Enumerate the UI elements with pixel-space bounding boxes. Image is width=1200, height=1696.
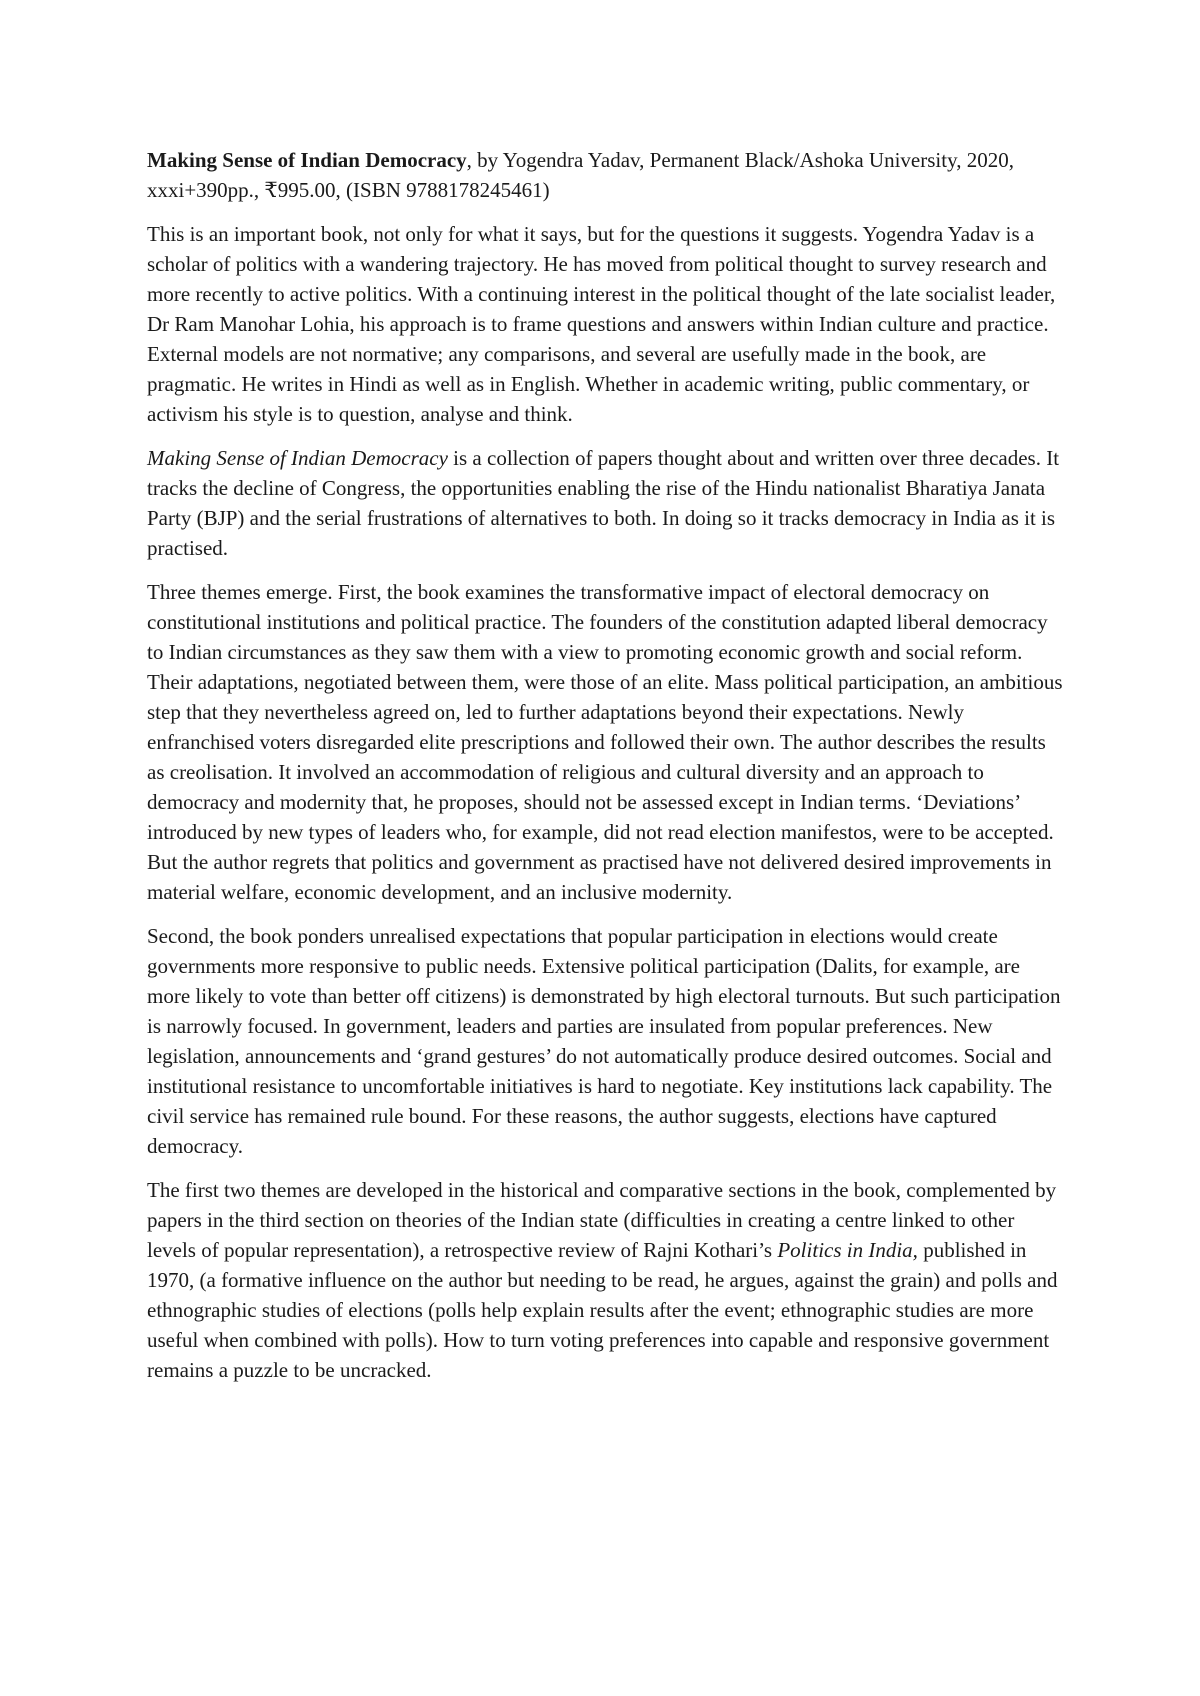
- paragraph-5-text-after: published in 1970, (a formative influence on the author but needing to be read, he argues, against the grain) and polls and ethnographic studies of elections (polls help explain results after the event; ethnographic studies are more useful when combined with polls). How to turn voting preferences into capable and responsive government remains a puzzle to be uncracked.: [147, 1238, 1058, 1382]
- book-citation: [147, 145, 1067, 205]
- citation-details: , by Yogendra Yadav, Permanent Black/Ashoka University, 2020, xxxi+390pp., ₹995.00, (ISBN 9788178245461): [147, 148, 1014, 202]
- paragraph-3: Three themes emerge. First, the book examines the transformative impact of electoral democracy on constitutional institutions and political practice. The founders of the constitution adapted liberal democracy to Indian circumstances as they saw them with a view to promoting economic growth and social reform. Their adaptations, negotiated between them, were those of an elite. Mass political participation, an ambitious step that they nevertheless agreed on, led to further adaptations beyond their expectations. Newly enfranchised voters disregarded elite prescriptions and followed their own. The author describes the results as creolisation. It involved an accommodation of religious and cultural diversity and an approach to democracy and modernity that, he proposes, should not be assessed except in Indian terms. ‘Deviations’ introduced by new types of leaders who, for example, did not read election manifestos, were to be accepted. But the author regrets that politics and government as practised have not delivered desired improvements in material welfare, economic development, and an inclusive modernity.: [147, 580, 1063, 904]
- paragraph-4: Second, the book ponders unrealised expectations that popular participation in elections would create governments more responsive to public needs. Extensive political participation (Dalits, for example, are more likely to vote than better off citizens) is demonstrated by high electoral turnouts. But such participation is narrowly focused. In government, leaders and parties are insulated from popular preferences. New legislation, announcements and ‘grand gestures’ do not automatically produce desired outcomes. Social and institutional resistance to uncomfortable initiatives is hard to negotiate. Key institutions lack capability. The civil service has remained rule bound. For these reasons, the author suggests, elections have captured democracy.: [147, 924, 1061, 1158]
- paragraph-2: [147, 443, 1067, 563]
- book-title: Making Sense of Indian Democracy: [147, 148, 467, 172]
- review-body: [147, 145, 1067, 1399]
- paragraph-1: This is an important book, not only for what it says, but for the questions it suggests. Yogendra Yadav is a scholar of politics with a wandering trajectory. He has moved from political thought to survey research and more recently to active politics. With a continuing interest in the political thought of the late socialist leader, Dr Ram Manohar Lohia, his approach is to frame questions and answers within Indian culture and practice. External models are not normative; any comparisons, and several are usefully made in the book, are pragmatic. He writes in Hindi as well as in English. Whether in academic writing, public commentary, or activism his style is to question, analyse and think.: [147, 222, 1056, 426]
- paragraph-5: [147, 1175, 1067, 1385]
- paragraph-2-book-title: Making Sense of Indian Democracy: [147, 446, 448, 470]
- paragraph-2-text: is a collection of papers thought about and written over three decades. It tracks the decline of Congress, the opportunities enabling the rise of the Hindu nationalist Bharatiya Janata Party (BJP) and the serial frustrations of alternatives to both. In doing so it tracks democracy in India as it is practised.: [147, 446, 1060, 560]
- paragraph-5-italic-title: Politics in India,: [777, 1238, 918, 1262]
- paragraph-5-text-before: The first two themes are developed in the historical and comparative sections in the book, complemented by papers in the third section on theories of the Indian state (difficulties in creating a centre linked to other levels of popular representation), a retrospective review of Rajni Kothari’s: [147, 1178, 1057, 1262]
